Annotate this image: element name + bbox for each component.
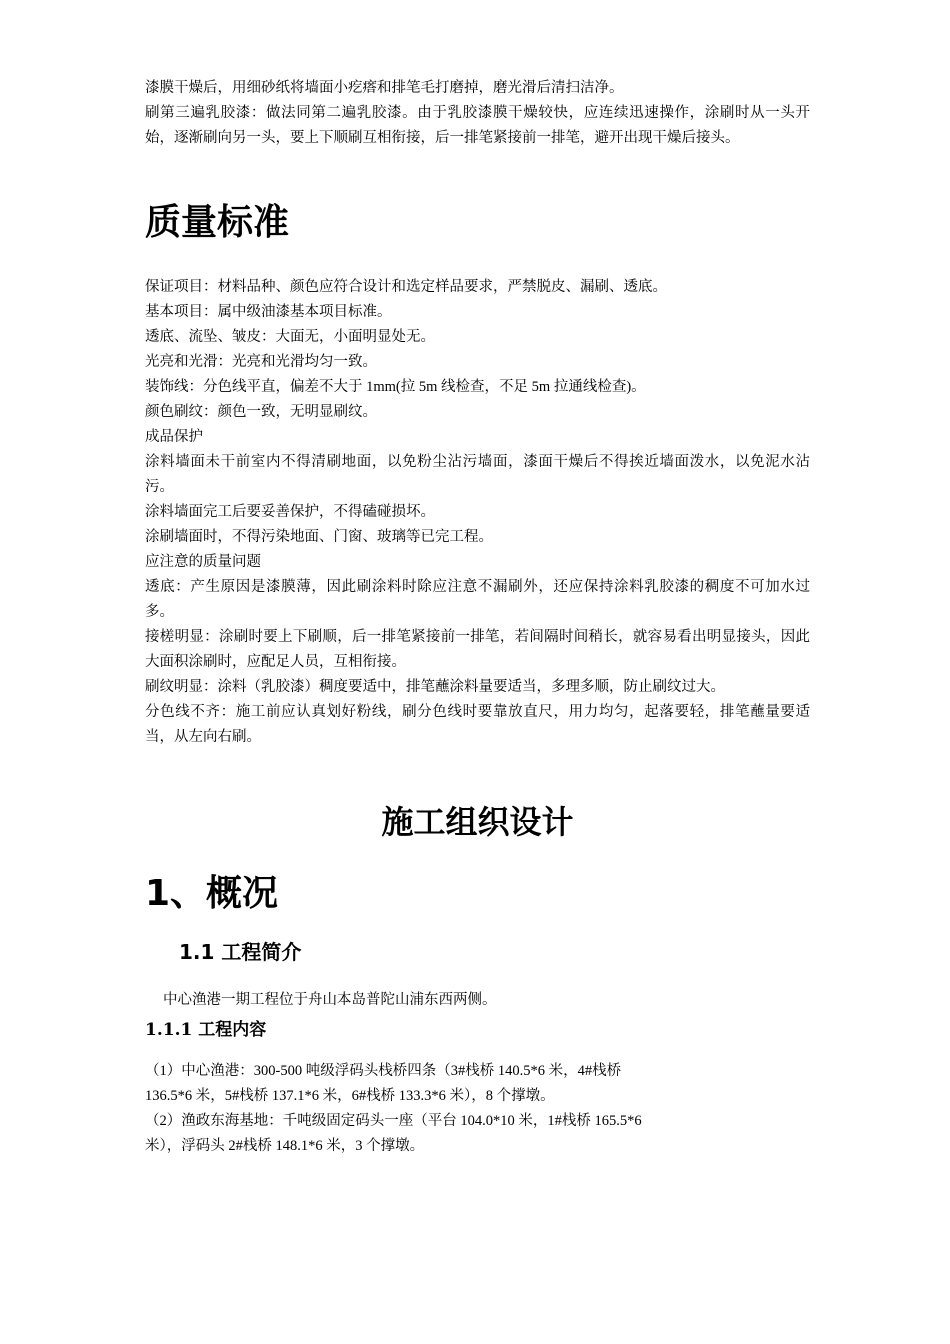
paragraph: 漆膜干燥后，用细砂纸将墙面小疙瘩和排笔毛打磨掉，磨光滑后清扫洁净。 [145,80,624,96]
paragraph: 涂刷墙面时，不得污染地面、门窗、玻璃等已完工程。 [145,529,493,545]
paragraph: 透底、流坠、皱皮：大面无，小面明显处无。 [145,329,435,345]
paragraph: 装饰线：分色线平直，偏差不大于 1mm(拉 5m 线检查，不足 5m 拉通线检查)。 [145,379,646,395]
project-content [145,1059,810,1159]
project-content-heading: 1.1.1 工程内容 [145,1020,267,1040]
paragraph: （2）渔政东海基地：千吨级固定码头一座（平台 104.0*10 米，1#栈桥 165.5*6 [145,1113,642,1129]
paragraph: 成品保护 [145,429,203,445]
document-page [145,76,810,1159]
paragraph: 颜色刷纹：颜色一致，无明显刷纹。 [145,404,377,420]
paragraph: 分色线不齐：施工前应认真划好粉线，刷分色线时要靠放直尺，用力均匀，起落要轻，排笔蘸量要适当，从左向右刷。 [145,704,810,745]
quality-heading: 质量标准 [145,202,290,243]
design-title: 施工组织设计 [381,803,574,841]
paragraph: 涂料墙面未干前室内不得清刷地面，以免粉尘沾污墙面，漆面干燥后不得挨近墙面泼水，以免泥水沾污。 [145,454,810,495]
section-top [145,76,810,151]
paragraph: 米），浮码头 2#栈桥 148.1*6 米，3 个撑墩。 [145,1138,425,1154]
project-intro-heading: 1.1 工程简介 [179,940,302,964]
paragraph: 应注意的质量问题 [145,554,261,570]
paragraph: 136.5*6 米，5#栈桥 137.1*6 米，6#栈桥 133.3*6 米），8 个撑墩。 [145,1088,555,1104]
paragraph: 涂料墙面完工后要妥善保护，不得磕碰损坏。 [145,504,435,520]
paragraph: 透底：产生原因是漆膜薄，因此刷涂料时除应注意不漏刷外，还应保持涂料乳胶漆的稠度不可加水过多。 [145,579,810,620]
paragraph: 光亮和光滑：光亮和光滑均匀一致。 [145,354,377,370]
paragraph: 刷纹明显：涂料（乳胶漆）稠度要适中，排笔蘸涂料量要适当，多理多顺，防止刷纹过大。 [145,679,725,695]
paragraph: 保证项目：材料品种、颜色应符合设计和选定样品要求，严禁脱皮、漏刷、透底。 [145,279,667,295]
paragraph: 基本项目：属中级油漆基本项目标准。 [145,304,392,320]
quality-section [145,275,810,750]
intro-paragraph: 中心渔港一期工程位于舟山本岛普陀山浦东西两侧。 [163,992,497,1008]
overview-heading: 1、概况 [145,873,279,914]
paragraph: 刷第三遍乳胶漆：做法同第二遍乳胶漆。由于乳胶漆膜干燥较快，应连续迅速操作，涂刷时从一头开始，逐渐刷向另一头，要上下顺刷互相衔接，后一排笔紧接前一排笔，避开出现干燥后接头。 [145,105,810,146]
paragraph: （1）中心渔港：300-500 吨级浮码头栈桥四条（3#栈桥 140.5*6 米，4#栈桥 [145,1063,622,1079]
paragraph: 接槎明显：涂刷时要上下刷顺，后一排笔紧接前一排笔，若间隔时间稍长，就容易看出明显接头，因此大面积涂刷时，应配足人员，互相衔接。 [145,629,810,670]
